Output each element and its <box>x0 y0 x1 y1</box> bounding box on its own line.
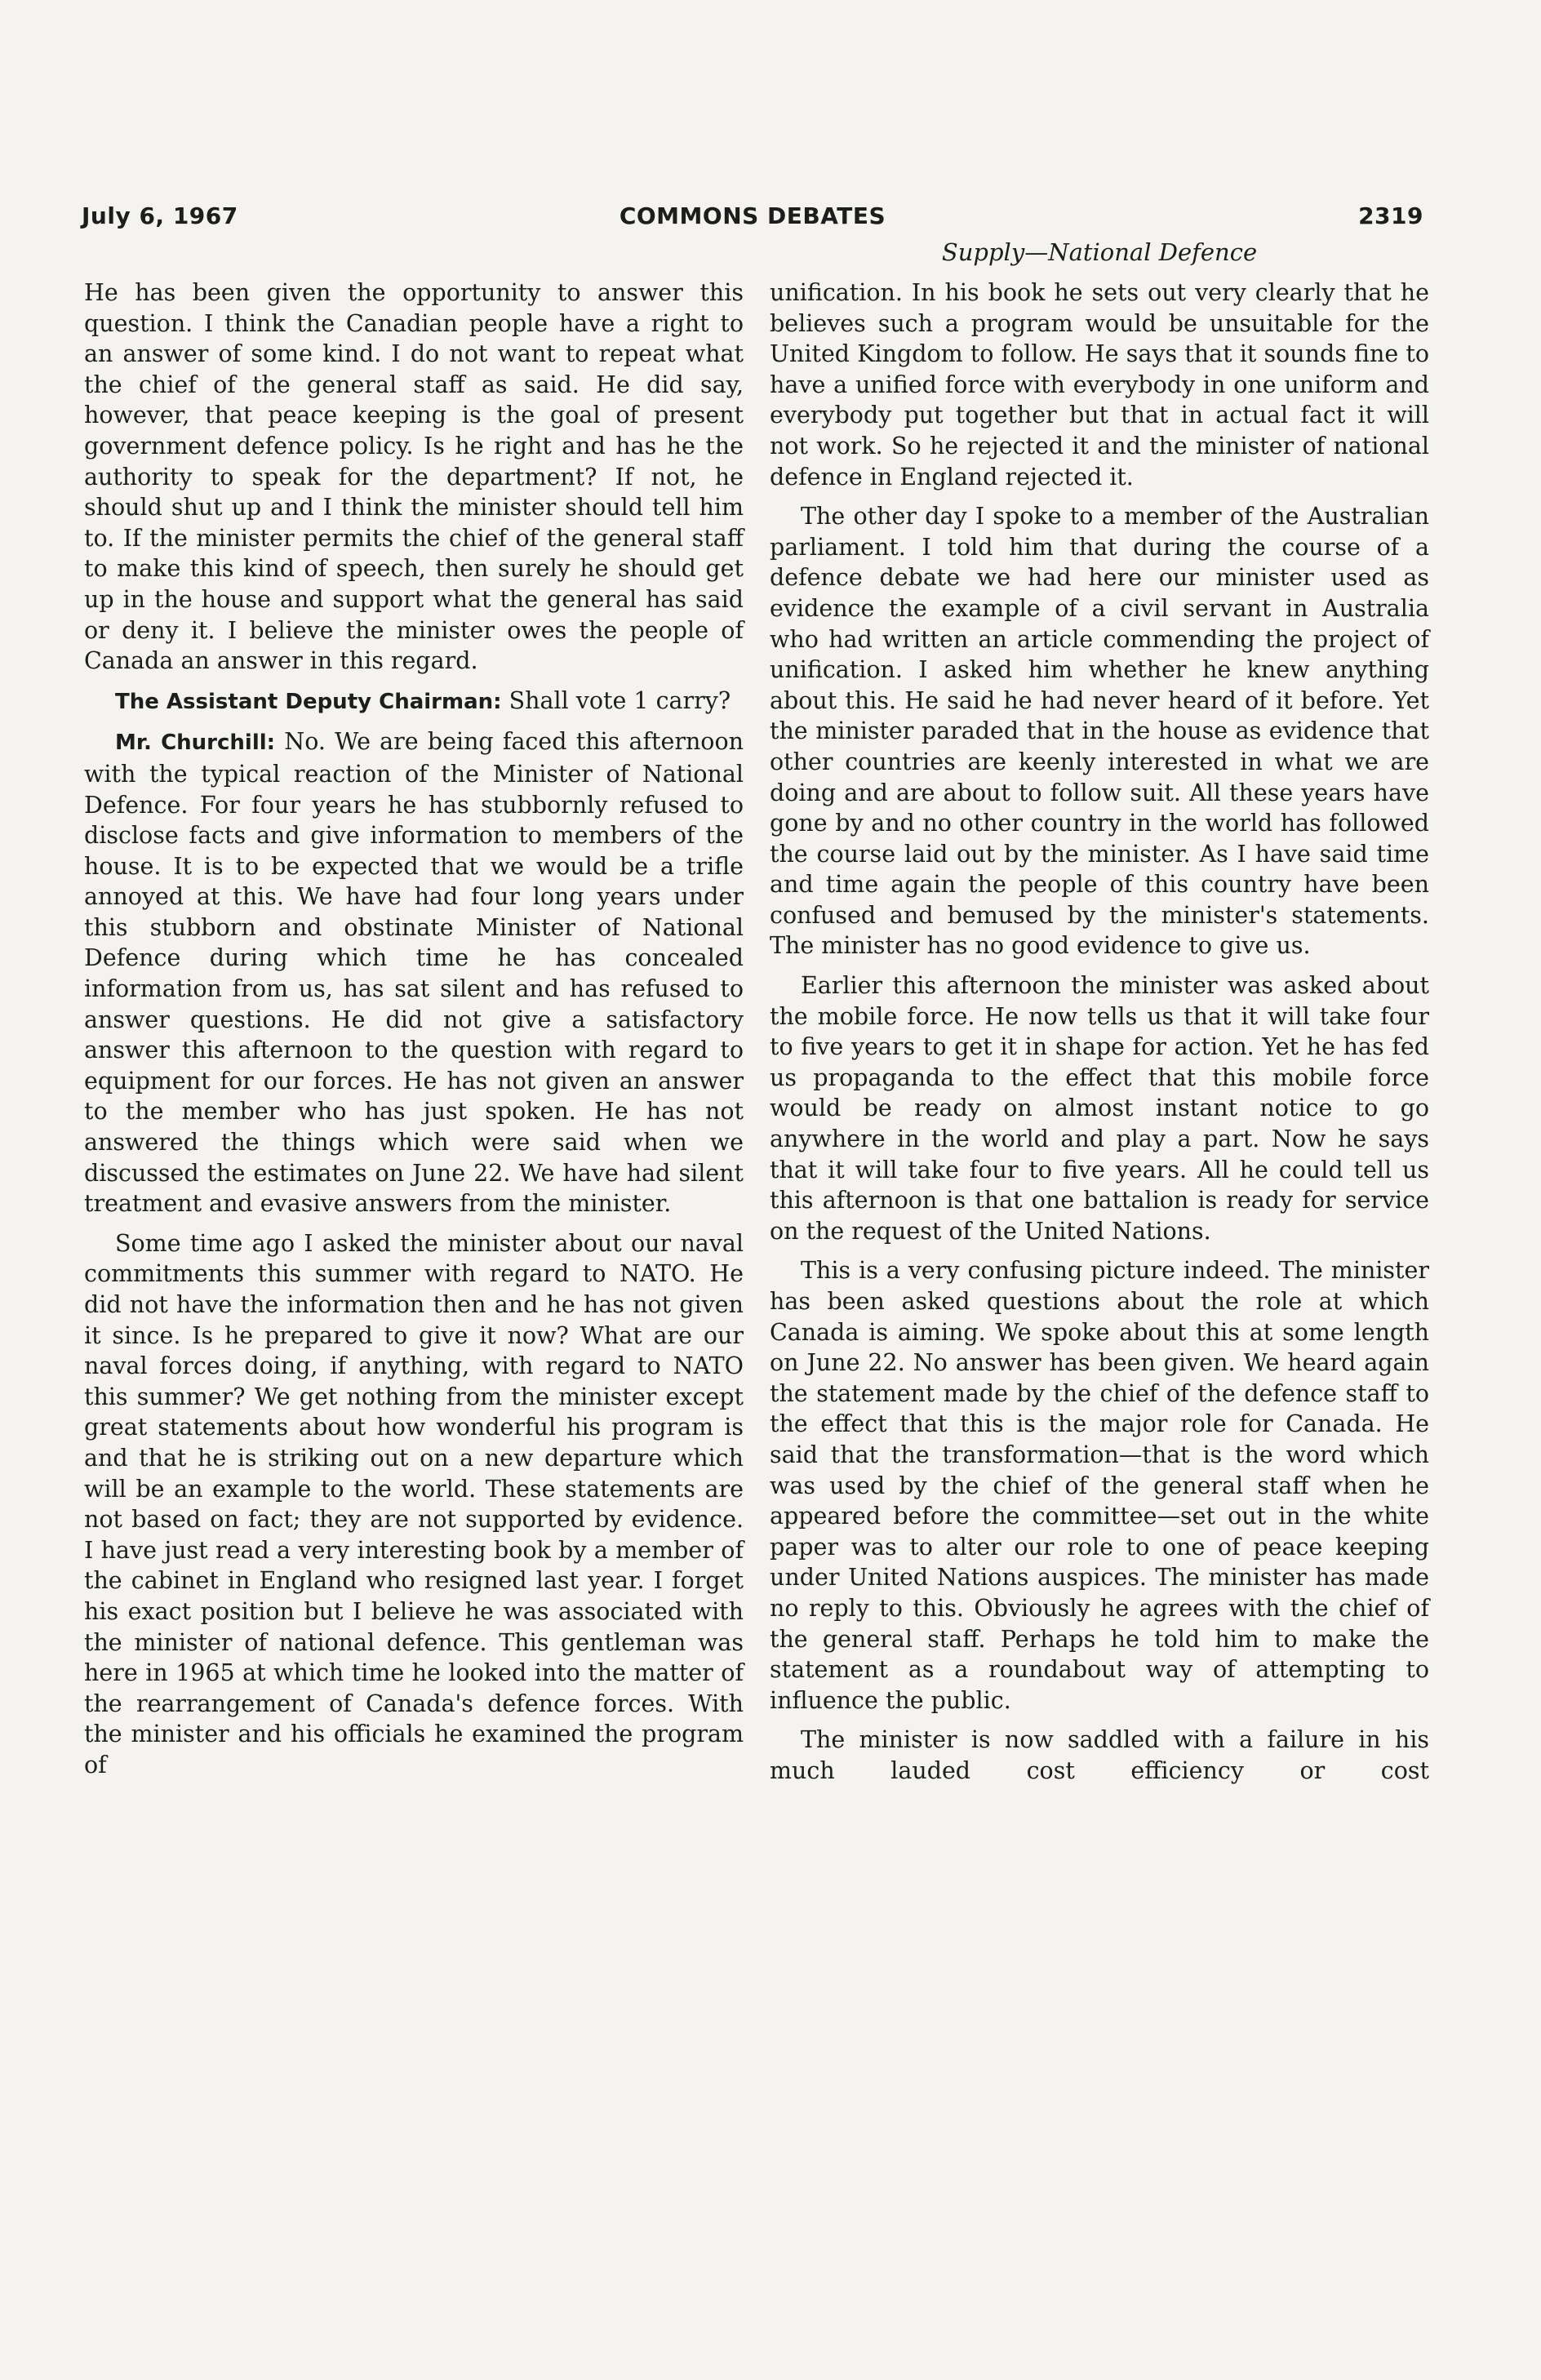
header-title: COMMONS DEBATES <box>619 202 886 229</box>
paragraph-left-3 <box>84 726 744 1219</box>
paragraph-left-2 <box>84 686 744 718</box>
paragraph-right-4: This is a very confusing picture indeed. The minister has been asked questions about the role at which Canada is aiming. We spoke about this at some length on June 22. No answer has been given. We heard again the statement made by the chief of the defence staff to the effect that this is the major role for Canada. He said that the transformation—that is the word which was used by the chief of the general staff when he appeared before the committee—set out in the white paper was to alter our role to one of peace keeping under United Nations auspices. The minister has made no reply to this. Obviously he agrees with the chief of the general staff. Perhaps he told him to make the statement as a roundabout way of attempting to influence the public. <box>770 1257 1429 1714</box>
header-date: July 6, 1967 <box>82 202 238 229</box>
section-heading: Supply—National Defence <box>941 238 1258 266</box>
right-column <box>770 278 1429 1796</box>
left-column <box>84 278 744 1790</box>
page-header <box>82 202 1423 243</box>
paragraph-right-2: The other day I spoke to a member of the Australian parliament. I told him that during the course of a defence debate we had here our minister used as evidence the example of a civil servant in Australia who had written an article commending the project of unification. I asked him whether he knew anything about this. He said he had never heard of it before. Yet the minister paraded that in the house as evidence that other countries are keenly interested in what we are doing and are about to follow suit. All these years have gone by and no other country in the world has followed the course laid out by the minister. As I have said time and time again the people of this country have been confused and bemused by the minister's statements. The minister has no good evidence to give us. <box>770 503 1429 960</box>
paragraph-left-1: He has been given the opportunity to answer this question. I think the Canadian people have a right to an answer of some kind. I do not want to repeat what the chief of the general staff as said. He did say, however, that peace keeping is the goal of present government defence policy. Is he right and has he the authority to speak for the department? If not, he should shut up and I think the minister should tell him to. If the minister permits the chief of the general staff to make this kind of speech, then surely he should get up in the house and support what the general has said or deny it. I believe the minister owes the people of Canada an answer in this regard. <box>84 279 744 675</box>
paragraph-right-3: Earlier this afternoon the minister was asked about the mobile force. He now tells us that it will take four to five years to get it in shape for action. Yet he has fed us propaganda to the effect that this mobile force would be ready on almost instant notice to go anywhere in the world and play a part. Now he says that it will take four to five years. All he could tell us this afternoon is that one battalion is ready for service on the request of the United Nations. <box>770 972 1429 1245</box>
paragraph-left-4: Some time ago I asked the minister about our naval commitments this summer with regard to NATO. He did not have the information then and he has not given it since. Is he prepared to give it now? What are our naval forces doing, if anything, with regard to NATO this summer? We get nothing from the minister except great statements about how wonderful his program is and that he is striking out on a new departure which will be an example to the world. These statements are not based on fact; they are not supported by evidence. I have just read a very interesting book by a member of the cabinet in England who resigned last year. I forget his exact position but I believe he was associated with the minister of national defence. This gentleman was here in 1965 at which time he looked into the matter of the rearrangement of Canada's defence forces. With the minister and his officials he examined the program of <box>84 1229 744 1778</box>
speech-text: Shall vote 1 carry? <box>501 686 731 714</box>
speaker-name: The Assistant Deputy Chairman: <box>115 689 502 714</box>
paragraph-right-5: The minister is now saddled with a failure in his much lauded cost efficiency or cost <box>770 1726 1429 1784</box>
page-number: 2319 <box>1358 202 1423 229</box>
speech-text: No. We are being faced this afternoon with the typical reaction of the Minister of National Defence. For four years he has stubbornly refused to disclose facts and give information to members of the house. It is to be expected that we would be a trifle annoyed at this. We have had four long years under this stubborn and obstinate Minister of National Defence during which time he has concealed information from us, has sat silent and has refused to answer questions. He did not give a satisfactory answer this afternoon to the question with regard to equipment for our forces. He has not given an answer to the member who has just spoken. He has not answered the things which were said when we discussed the estimates on June 22. We have had silent treatment and evasive answers from the minister. <box>84 728 744 1218</box>
paragraph-right-1: unification. In his book he sets out very clearly that he believes such a program would be unsuitable for the United Kingdom to follow. He says that it sounds fine to have a unified force with everybody in one uniform and everybody put together but that in actual fact it will not work. So he rejected it and the minister of national defence in England rejected it. <box>770 279 1429 491</box>
speaker-name: Mr. Churchill: <box>115 730 276 756</box>
